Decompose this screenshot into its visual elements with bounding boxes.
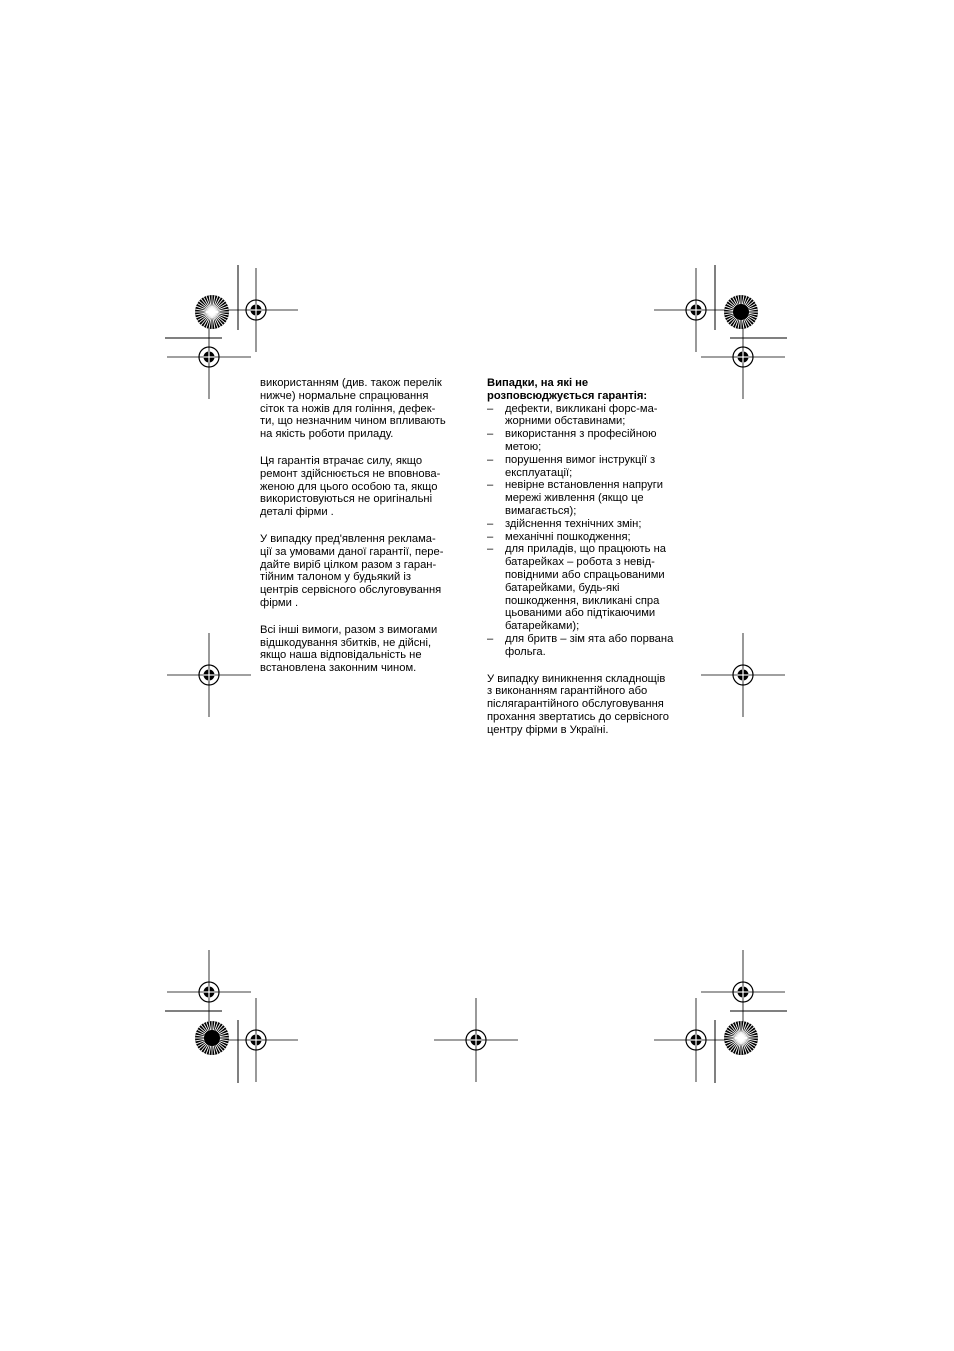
list-item: – механічні пошкодження; <box>487 531 707 544</box>
exclusions-heading: Випадки, на які не розповсюджується гарантія: <box>487 377 648 402</box>
left-column <box>260 377 475 689</box>
list-item: – невірне встановлення напруги мережі живлення (якщо це вимагається); <box>487 479 707 517</box>
exclusions-list <box>487 403 707 659</box>
registration-star-icon <box>724 295 758 329</box>
warranty-paragraph-3: У випадку пред'явлення реклама- ції за умовами даної гарантії, пере- дайте виріб цілком разом з гаран- тійним талоном у будьякий із центрів сервісного обслуговування фірми . <box>260 532 444 609</box>
list-item: – здійснення технічних змін; <box>487 518 707 531</box>
registration-star-icon <box>195 1021 229 1055</box>
list-item: – дефекти, викликані форс-ма- жорними обставинами; <box>487 403 707 429</box>
registration-star-icon <box>724 1021 758 1055</box>
list-item: – використання з професійною метою; <box>487 428 707 454</box>
list-item: – порушення вимог інструкції з експлуатації; <box>487 454 707 480</box>
registration-star-icon <box>195 295 229 329</box>
list-item: – для приладів, що працюють на батарейках – робота з невід- повідними або спрацьованими батарейками, будь-які пошкодження, викликані спра цьованими або підтікаючими батарейками); <box>487 543 707 633</box>
warranty-paragraph-2: Ця гарантія втрачає силу, якщо ремонт здійснюється не вповнова- женою для цього особою та, якщо використовуються не оригінальні деталі фірми . <box>260 454 441 519</box>
warranty-paragraph-4: Всі інші вимоги, разом з вимогами відшкодування збитків, не дійсні, якщо наша відповідальність не встановлена законним чином. <box>260 623 438 675</box>
warranty-paragraph-1: використанням (див. також перелік нижче) нормальне спрацювання сіток та ножів для гоління, дефек- ти, що незначним чином впливають на якість роботи приладу. <box>260 377 446 441</box>
right-column <box>487 377 707 751</box>
service-contact-paragraph: У випадку виникнення складнощів з виконанням гарантійного або післягарантійного обслуговування прохання звертатись до сервісного центру фірми в Україні. <box>487 672 669 736</box>
list-item: – для бритв – зім ята або порвана фольга. <box>487 633 707 659</box>
